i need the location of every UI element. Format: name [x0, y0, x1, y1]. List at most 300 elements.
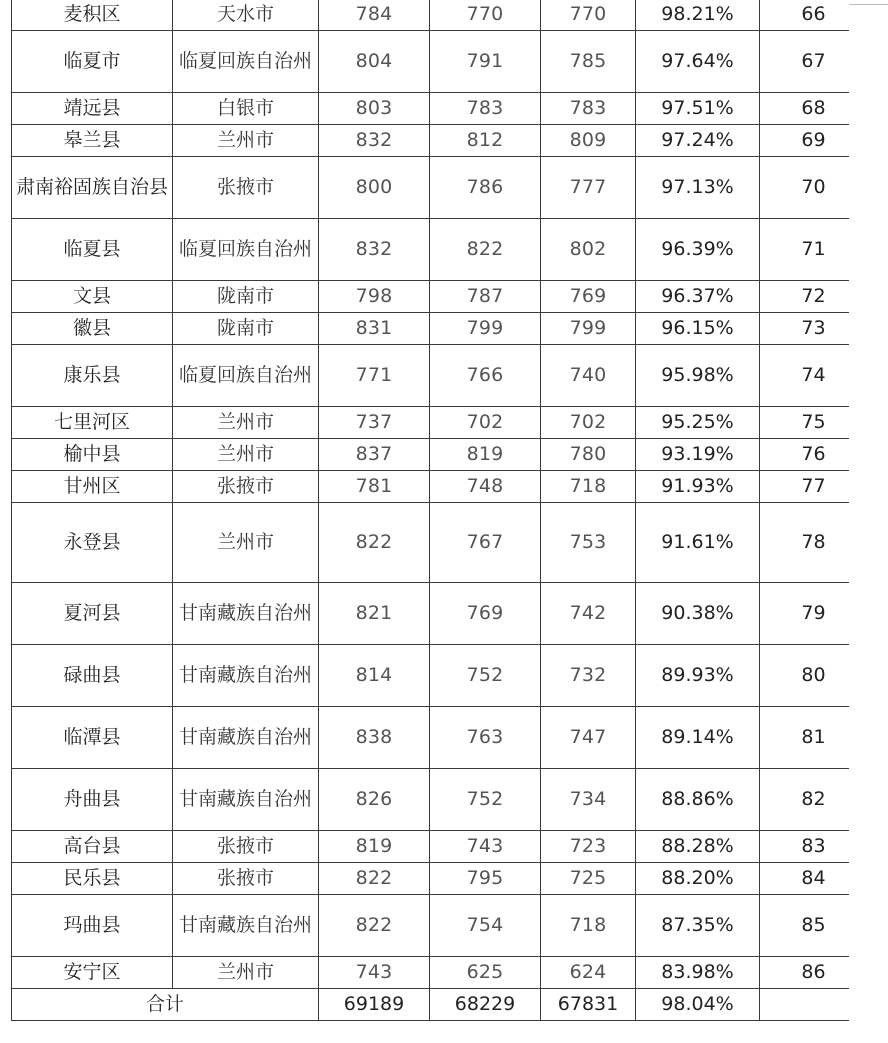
count-3-cell	[541, 219, 636, 281]
count-2-cell-text: 625	[466, 961, 504, 983]
rank-cell-text: 83	[801, 835, 826, 857]
city-cell	[173, 407, 319, 439]
county-cell-text: 甘州区	[63, 475, 121, 497]
count-2-cell	[430, 345, 541, 407]
city-cell	[173, 707, 319, 769]
rate-cell	[636, 645, 760, 707]
city-cell	[173, 769, 319, 831]
rate-cell-text: 96.37%	[661, 285, 734, 307]
count-1-cell-text: 838	[355, 726, 393, 748]
count-1-cell-text: 771	[355, 364, 393, 386]
city-cell	[173, 345, 319, 407]
county-cell-text: 文县	[72, 285, 111, 307]
county-cell	[12, 219, 173, 281]
rate-cell	[636, 769, 760, 831]
county-cell-text: 肃南裕固族自治县	[15, 176, 168, 198]
ranking-table	[11, 0, 868, 1021]
county-cell-text: 榆中县	[63, 443, 121, 465]
count-1-cell	[319, 895, 430, 957]
count-1-cell	[319, 157, 430, 219]
count-3-cell-text: 783	[569, 97, 607, 119]
city-cell-text: 甘南藏族自治州	[178, 602, 312, 624]
rank-cell-text: 78	[801, 531, 826, 553]
rank-cell-text: 69	[801, 129, 826, 151]
rate-cell	[636, 281, 760, 313]
count-1-cell	[319, 281, 430, 313]
table-row	[12, 863, 868, 895]
rate-cell-text: 93.19%	[661, 443, 734, 465]
count-3-cell	[541, 313, 636, 345]
county-cell-text: 康乐县	[63, 364, 121, 386]
table-row	[12, 0, 868, 31]
rate-cell-text: 95.25%	[661, 411, 734, 433]
city-cell-text: 张掖市	[216, 835, 274, 857]
total-rate-cell	[636, 989, 760, 1021]
county-cell-text: 徽县	[72, 317, 111, 339]
count-1-cell-text: 798	[355, 285, 393, 307]
count-3-cell-text: 725	[569, 867, 607, 889]
county-cell-text: 临夏县	[63, 238, 121, 260]
total-c1-cell	[319, 989, 430, 1021]
count-3-cell-text: 780	[569, 443, 607, 465]
total-c3: 67831	[557, 993, 619, 1015]
rank-cell-text: 68	[801, 97, 826, 119]
rate-cell	[636, 219, 760, 281]
count-3-cell-text: 732	[569, 664, 607, 686]
rank-cell-text: 82	[801, 788, 826, 810]
city-cell-text: 甘南藏族自治州	[178, 914, 312, 936]
city-cell	[173, 281, 319, 313]
count-1-cell-text: 800	[355, 176, 393, 198]
count-3-cell-text: 742	[569, 602, 607, 624]
count-2-cell-text: 702	[466, 411, 504, 433]
count-2-cell	[430, 0, 541, 31]
count-1-cell-text: 821	[355, 602, 393, 624]
count-2-cell	[430, 93, 541, 125]
county-cell-text: 高台县	[63, 835, 121, 857]
county-cell-text: 麦积区	[63, 3, 121, 25]
rate-cell-text: 90.38%	[661, 602, 734, 624]
table-row	[12, 157, 868, 219]
count-3-cell	[541, 281, 636, 313]
rate-cell	[636, 125, 760, 157]
table-row	[12, 345, 868, 407]
table-row	[12, 31, 868, 93]
county-cell	[12, 863, 173, 895]
city-cell	[173, 503, 319, 583]
count-2-cell	[430, 503, 541, 583]
rank-cell-text: 72	[801, 285, 826, 307]
rate-cell-text: 97.24%	[661, 129, 734, 151]
count-1-cell-text: 822	[355, 867, 393, 889]
count-3-cell	[541, 957, 636, 989]
count-1-cell-text: 737	[355, 411, 393, 433]
city-cell	[173, 0, 319, 31]
table-row	[12, 407, 868, 439]
count-3-cell	[541, 407, 636, 439]
county-cell	[12, 407, 173, 439]
count-2-cell-text: 767	[466, 531, 504, 553]
city-cell	[173, 125, 319, 157]
count-2-cell-text: 763	[466, 726, 504, 748]
count-2-cell	[430, 645, 541, 707]
count-2-cell-text: 752	[466, 664, 504, 686]
table-row	[12, 769, 868, 831]
county-cell	[12, 957, 173, 989]
count-1-cell	[319, 439, 430, 471]
count-3-cell-text: 770	[569, 3, 607, 25]
count-3-cell	[541, 831, 636, 863]
rank-cell-text: 79	[801, 602, 826, 624]
count-1-cell	[319, 125, 430, 157]
count-3-cell-text: 723	[569, 835, 607, 857]
count-3-cell-text: 718	[569, 475, 607, 497]
count-2-cell-text: 787	[466, 285, 504, 307]
count-2-cell-text: 783	[466, 97, 504, 119]
city-cell-text: 临夏回族自治州	[178, 50, 312, 72]
table-body	[12, 0, 868, 1021]
count-2-cell	[430, 863, 541, 895]
count-2-cell-text: 766	[466, 364, 504, 386]
count-2-cell	[430, 125, 541, 157]
count-1-cell-text: 832	[355, 238, 393, 260]
count-1-cell-text: 804	[355, 50, 393, 72]
count-1-cell-text: 826	[355, 788, 393, 810]
rate-cell	[636, 313, 760, 345]
count-1-cell	[319, 345, 430, 407]
total-c3-cell	[541, 989, 636, 1021]
count-1-cell	[319, 863, 430, 895]
county-cell-text: 临夏市	[63, 50, 121, 72]
count-1-cell-text: 743	[355, 961, 393, 983]
rate-cell	[636, 583, 760, 645]
count-2-cell	[430, 31, 541, 93]
table-row	[12, 645, 868, 707]
count-1-cell	[319, 503, 430, 583]
count-2-cell-text: 799	[466, 317, 504, 339]
count-3-cell-text: 785	[569, 50, 607, 72]
count-2-cell	[430, 831, 541, 863]
rate-cell-text: 89.93%	[661, 664, 734, 686]
county-cell	[12, 31, 173, 93]
rate-cell-text: 95.98%	[661, 364, 734, 386]
county-cell	[12, 281, 173, 313]
total-label-cell	[12, 989, 319, 1021]
count-1-cell	[319, 645, 430, 707]
rate-cell	[636, 831, 760, 863]
count-2-cell	[430, 439, 541, 471]
city-cell	[173, 471, 319, 503]
count-3-cell	[541, 157, 636, 219]
count-3-cell	[541, 31, 636, 93]
count-2-cell	[430, 471, 541, 503]
county-cell-text: 舟曲县	[63, 788, 121, 810]
count-3-cell-text: 718	[569, 914, 607, 936]
count-3-cell-text: 769	[569, 285, 607, 307]
city-cell	[173, 831, 319, 863]
count-1-cell	[319, 471, 430, 503]
count-3-cell	[541, 583, 636, 645]
count-2-cell	[430, 707, 541, 769]
count-1-cell-text: 832	[355, 129, 393, 151]
rank-cell-text: 85	[801, 914, 826, 936]
count-3-cell	[541, 863, 636, 895]
county-cell	[12, 313, 173, 345]
rate-cell	[636, 503, 760, 583]
county-cell-text: 临潭县	[63, 726, 121, 748]
rate-cell-text: 88.86%	[661, 788, 734, 810]
count-3-cell	[541, 0, 636, 31]
count-1-cell	[319, 31, 430, 93]
rate-cell-text: 87.35%	[661, 914, 734, 936]
count-3-cell	[541, 503, 636, 583]
city-cell-text: 甘南藏族自治州	[178, 726, 312, 748]
city-cell-text: 张掖市	[216, 867, 274, 889]
rate-cell	[636, 957, 760, 989]
page-margin	[849, 0, 888, 1043]
count-2-cell	[430, 281, 541, 313]
county-cell-text: 皋兰县	[63, 129, 121, 151]
county-cell	[12, 645, 173, 707]
county-cell-text: 安宁区	[63, 961, 121, 983]
city-cell-text: 陇南市	[216, 285, 274, 307]
rate-cell	[636, 93, 760, 125]
city-cell	[173, 957, 319, 989]
count-1-cell-text: 837	[355, 443, 393, 465]
count-2-cell	[430, 769, 541, 831]
count-3-cell-text: 747	[569, 726, 607, 748]
county-cell	[12, 583, 173, 645]
count-3-cell	[541, 471, 636, 503]
county-cell	[12, 503, 173, 583]
count-3-cell	[541, 769, 636, 831]
county-cell	[12, 93, 173, 125]
count-3-cell	[541, 895, 636, 957]
city-cell	[173, 439, 319, 471]
count-2-cell-text: 819	[466, 443, 504, 465]
rank-cell-text: 67	[801, 50, 826, 72]
count-1-cell	[319, 957, 430, 989]
rate-cell	[636, 439, 760, 471]
rate-cell-text: 98.21%	[661, 3, 734, 25]
rate-cell	[636, 407, 760, 439]
city-cell-text: 陇南市	[216, 317, 274, 339]
table-row	[12, 313, 868, 345]
table-row	[12, 583, 868, 645]
count-2-cell-text: 769	[466, 602, 504, 624]
city-cell-text: 兰州市	[216, 443, 274, 465]
count-1-cell	[319, 313, 430, 345]
count-1-cell	[319, 407, 430, 439]
count-3-cell-text: 809	[569, 129, 607, 151]
rank-cell-text: 74	[801, 364, 826, 386]
count-1-cell-text: 819	[355, 835, 393, 857]
count-1-cell	[319, 707, 430, 769]
rank-cell-text: 84	[801, 867, 826, 889]
rate-cell-text: 88.28%	[661, 835, 734, 857]
county-cell-text: 碌曲县	[63, 664, 121, 686]
table-row	[12, 895, 868, 957]
count-1-cell-text: 781	[355, 475, 393, 497]
table-row	[12, 219, 868, 281]
county-cell-text: 民乐县	[63, 867, 121, 889]
count-1-cell	[319, 769, 430, 831]
rank-cell-text: 70	[801, 176, 826, 198]
count-2-cell	[430, 313, 541, 345]
table-row	[12, 831, 868, 863]
count-1-cell	[319, 831, 430, 863]
count-1-cell-text: 822	[355, 914, 393, 936]
county-cell	[12, 471, 173, 503]
count-2-cell	[430, 219, 541, 281]
count-3-cell-text: 740	[569, 364, 607, 386]
count-3-cell	[541, 707, 636, 769]
city-cell	[173, 645, 319, 707]
rate-cell	[636, 471, 760, 503]
city-cell-text: 兰州市	[216, 129, 274, 151]
table-row	[12, 281, 868, 313]
count-2-cell-text: 754	[466, 914, 504, 936]
rank-cell-text: 86	[801, 961, 826, 983]
count-2-cell-text: 812	[466, 129, 504, 151]
city-cell-text: 张掖市	[216, 176, 274, 198]
county-cell	[12, 769, 173, 831]
count-3-cell	[541, 125, 636, 157]
rate-cell-text: 97.51%	[661, 97, 734, 119]
rank-cell-text: 80	[801, 664, 826, 686]
table-row	[12, 707, 868, 769]
count-2-cell-text: 752	[466, 788, 504, 810]
rate-cell	[636, 345, 760, 407]
rate-cell	[636, 707, 760, 769]
rate-cell	[636, 863, 760, 895]
city-cell-text: 白银市	[216, 97, 274, 119]
count-2-cell	[430, 895, 541, 957]
county-cell	[12, 125, 173, 157]
city-cell	[173, 31, 319, 93]
count-3-cell	[541, 93, 636, 125]
city-cell-text: 兰州市	[216, 961, 274, 983]
rank-cell-text: 75	[801, 411, 826, 433]
total-rate: 98.04%	[661, 993, 734, 1015]
rate-cell-text: 91.93%	[661, 475, 734, 497]
count-3-cell-text: 624	[569, 961, 607, 983]
count-2-cell	[430, 407, 541, 439]
count-3-cell-text: 777	[569, 176, 607, 198]
total-c1: 69189	[343, 993, 405, 1015]
city-cell-text: 甘南藏族自治州	[178, 664, 312, 686]
city-cell	[173, 219, 319, 281]
table-row	[12, 471, 868, 503]
rate-cell-text: 83.98%	[661, 961, 734, 983]
count-2-cell	[430, 583, 541, 645]
count-1-cell	[319, 583, 430, 645]
city-cell	[173, 157, 319, 219]
rate-cell-text: 97.64%	[661, 50, 734, 72]
count-2-cell	[430, 957, 541, 989]
city-cell-text: 兰州市	[216, 411, 274, 433]
rank-cell-text: 77	[801, 475, 826, 497]
rate-cell	[636, 895, 760, 957]
count-3-cell	[541, 439, 636, 471]
count-2-cell-text: 770	[466, 3, 504, 25]
count-1-cell	[319, 0, 430, 31]
city-cell-text: 张掖市	[216, 475, 274, 497]
rank-cell-text: 81	[801, 726, 826, 748]
city-cell	[173, 93, 319, 125]
table-row	[12, 93, 868, 125]
count-3-cell	[541, 645, 636, 707]
county-cell-text: 永登县	[63, 531, 121, 553]
county-cell-text: 夏河县	[63, 602, 121, 624]
total-row	[12, 989, 868, 1021]
county-cell	[12, 345, 173, 407]
city-cell-text: 兰州市	[216, 531, 274, 553]
rate-cell	[636, 0, 760, 31]
county-cell	[12, 895, 173, 957]
county-cell	[12, 831, 173, 863]
rate-cell	[636, 157, 760, 219]
count-3-cell-text: 802	[569, 238, 607, 260]
rate-cell-text: 89.14%	[661, 726, 734, 748]
count-2-cell-text: 748	[466, 475, 504, 497]
total-label: 合计	[145, 993, 184, 1015]
top-divider	[849, 4, 888, 5]
rank-cell-text: 66	[801, 3, 826, 25]
count-2-cell-text: 822	[466, 238, 504, 260]
rate-cell	[636, 31, 760, 93]
count-3-cell-text: 753	[569, 531, 607, 553]
count-1-cell-text: 831	[355, 317, 393, 339]
table-row	[12, 125, 868, 157]
table-row	[12, 439, 868, 471]
total-c2: 68229	[454, 993, 516, 1015]
rank-cell-text: 73	[801, 317, 826, 339]
count-3-cell-text: 734	[569, 788, 607, 810]
city-cell-text: 临夏回族自治州	[178, 238, 312, 260]
city-cell	[173, 895, 319, 957]
rate-cell-text: 96.15%	[661, 317, 734, 339]
count-2-cell-text: 791	[466, 50, 504, 72]
count-1-cell	[319, 219, 430, 281]
count-1-cell	[319, 93, 430, 125]
count-1-cell-text: 784	[355, 3, 393, 25]
count-1-cell-text: 814	[355, 664, 393, 686]
table-row	[12, 957, 868, 989]
city-cell-text: 天水市	[216, 3, 274, 25]
county-cell	[12, 439, 173, 471]
city-cell-text: 甘南藏族自治州	[178, 788, 312, 810]
county-cell	[12, 0, 173, 31]
count-1-cell-text: 803	[355, 97, 393, 119]
city-cell	[173, 863, 319, 895]
city-cell-text: 临夏回族自治州	[178, 364, 312, 386]
count-3-cell	[541, 345, 636, 407]
rank-cell-text: 71	[801, 238, 826, 260]
rate-cell-text: 96.39%	[661, 238, 734, 260]
total-c2-cell	[430, 989, 541, 1021]
count-1-cell-text: 822	[355, 531, 393, 553]
rate-cell-text: 91.61%	[661, 531, 734, 553]
rate-cell-text: 97.13%	[661, 176, 734, 198]
count-2-cell	[430, 157, 541, 219]
count-2-cell-text: 743	[466, 835, 504, 857]
county-cell-text: 靖远县	[63, 97, 121, 119]
count-3-cell-text: 799	[569, 317, 607, 339]
county-cell-text: 七里河区	[53, 411, 130, 433]
rank-cell-text: 76	[801, 443, 826, 465]
count-2-cell-text: 786	[466, 176, 504, 198]
